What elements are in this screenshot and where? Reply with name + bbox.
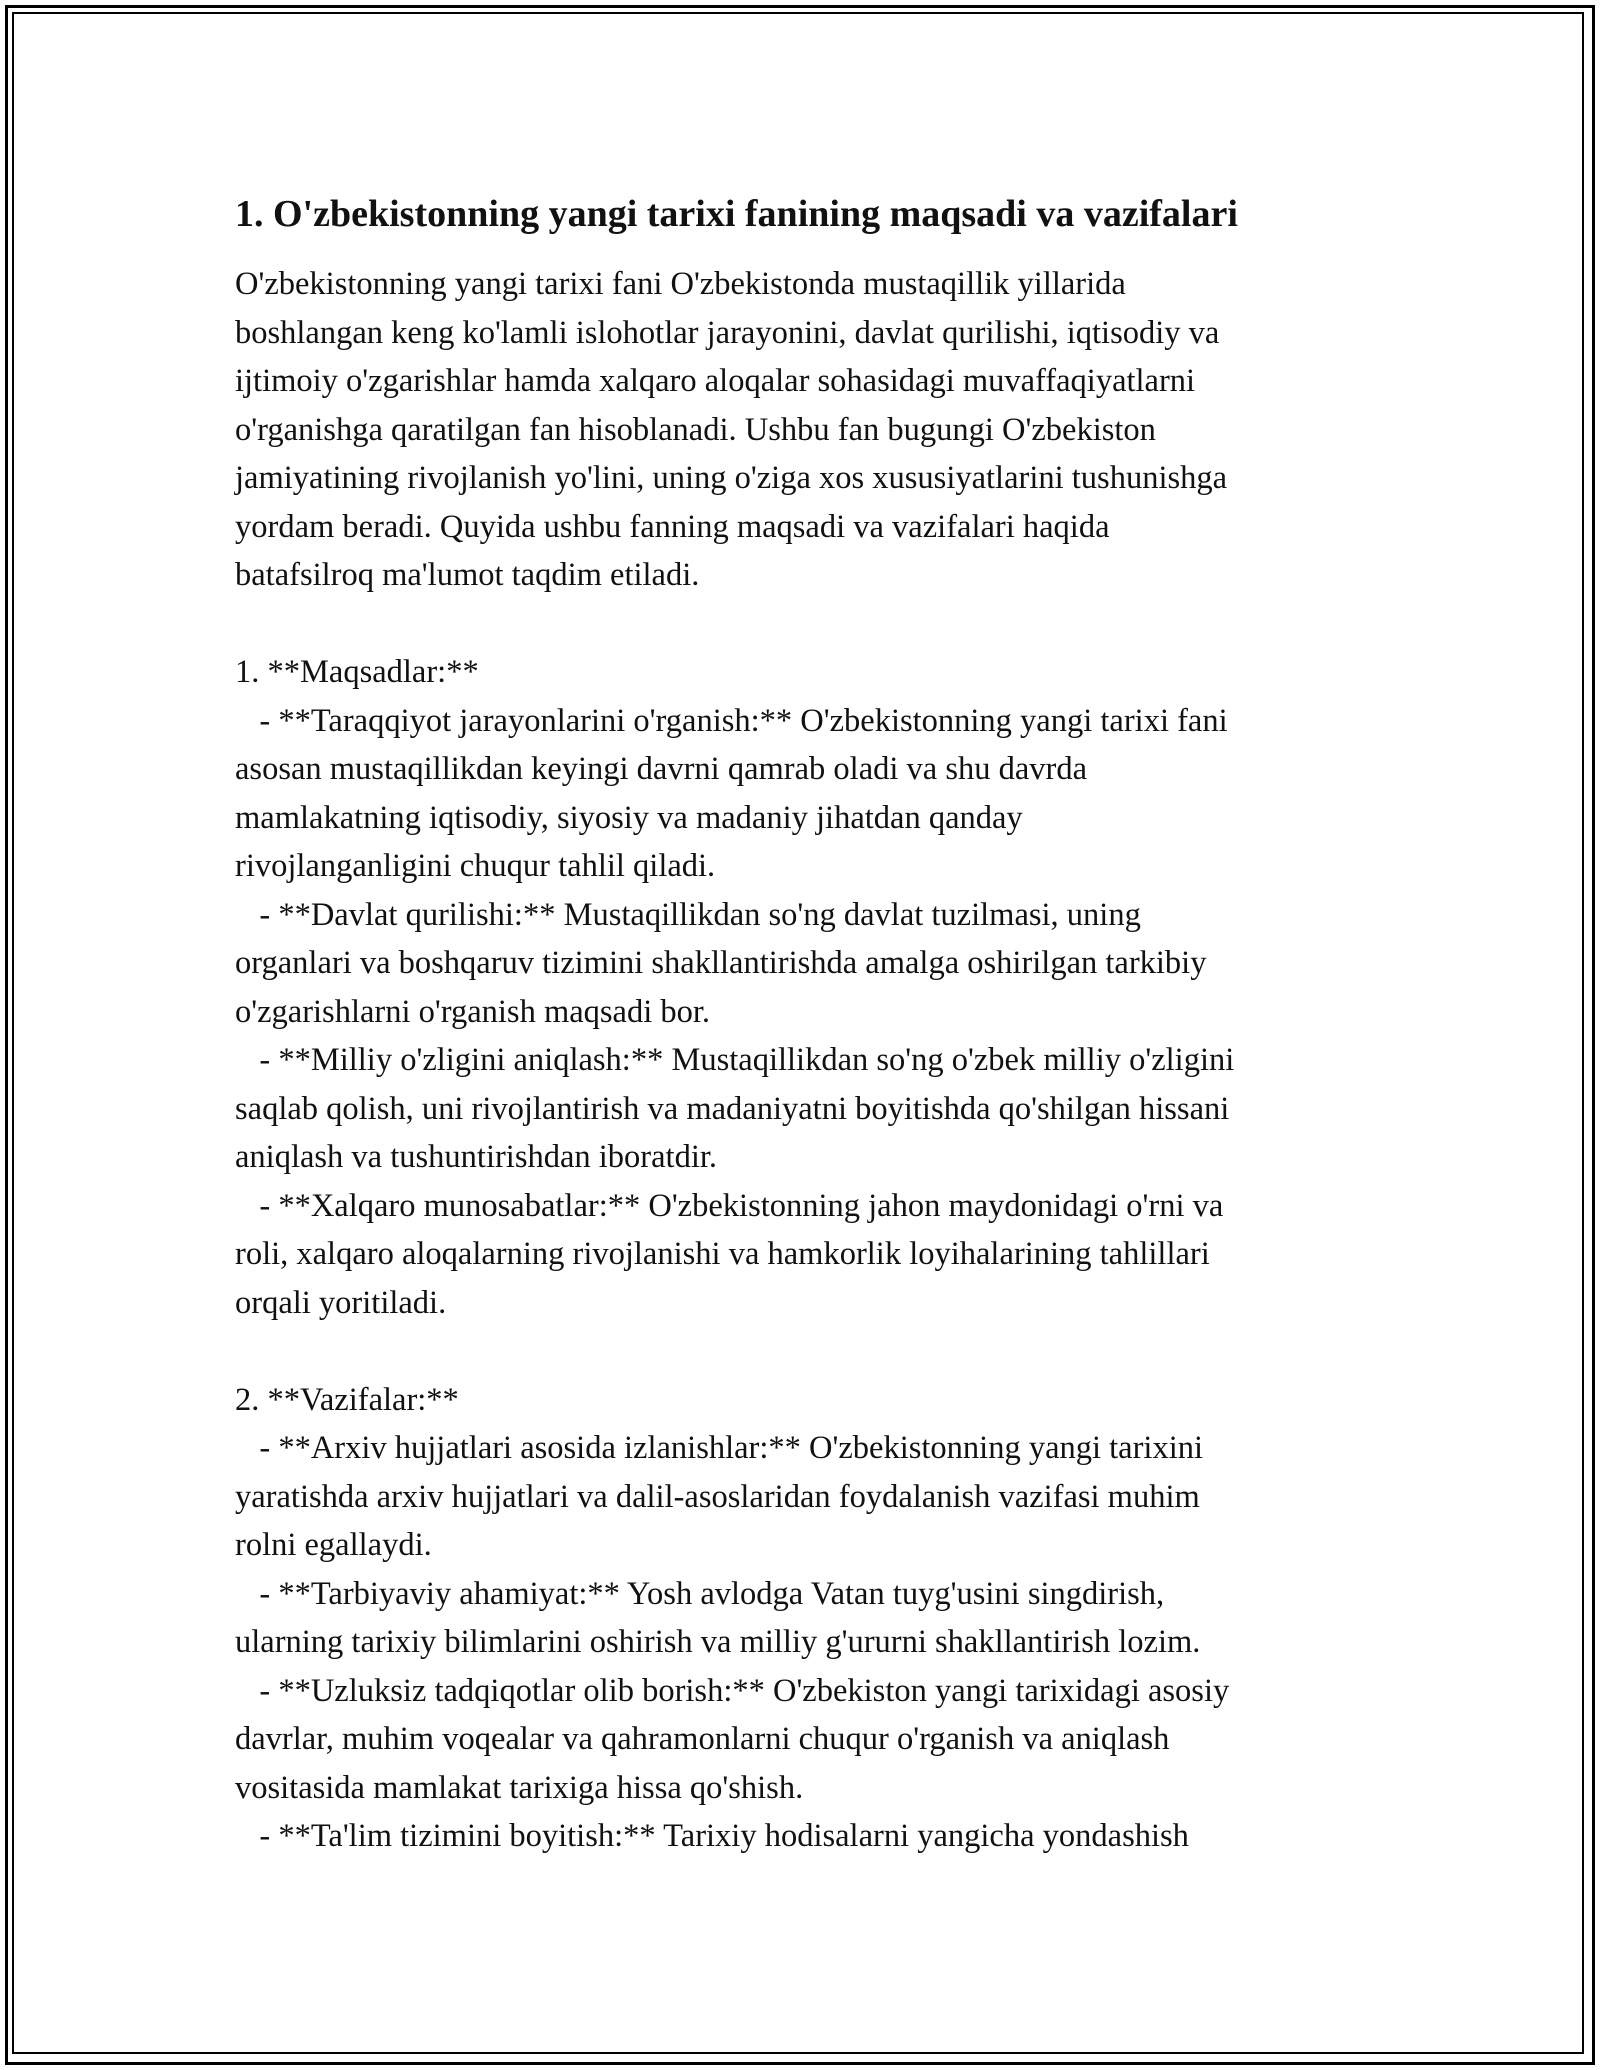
goals-line: rivojlanganligini chuqur tahlil qiladi.	[235, 848, 716, 884]
goals-line: asosan mustaqillikdan keyingi davrni qamrab oladi va shu davrda	[235, 751, 1088, 787]
goals-line: saqlab qolish, uni rivojlantirish va madaniyatni boyitishda qo'shilgan hissani	[235, 1090, 1230, 1127]
goals-line: aniqlash va tushuntirishdan iboratdir.	[235, 1139, 718, 1175]
intro-line: jamiyatining rivojlanish yo'lini, uning o'ziga xos xususiyatlarini tushunishga	[235, 460, 1228, 496]
intro-line: ijtimoiy o'zgarishlar hamda xalqaro aloqalar sohasidagi muvaffaqiyatlarni	[235, 363, 1196, 399]
tasks-line: yaratishda arxiv hujjatlari va dalil-asoslaridan foydalanish vazifasi muhim	[235, 1478, 1200, 1515]
goals-line: orqali yoritiladi.	[235, 1284, 447, 1321]
intro-paragraph	[235, 260, 1395, 600]
goals-heading: 1. **Maqsadlar:**	[235, 654, 479, 690]
intro-line: o'rganishga qaratilgan fan hisoblanadi. Ushbu fan bugungi O'zbekiston	[235, 411, 1156, 448]
tasks-line: - **Ta'lim tizimini boyitish:** Tarixiy hodisalarni yangicha yondashish	[235, 1818, 1189, 1854]
goals-section	[235, 648, 1395, 1327]
tasks-heading: 2. **Vazifalar:**	[235, 1381, 459, 1418]
document-body	[235, 184, 1395, 1861]
paragraph-spacer	[235, 600, 1395, 649]
goals-line: organlari va boshqaruv tizimini shakllantirishda amalga oshirilgan tarkibiy	[235, 945, 1207, 981]
tasks-line: ularning tarixiy bilimlarini oshirish va milliy g'ururni shakllantirish lozim.	[235, 1624, 1201, 1660]
tasks-section	[235, 1376, 1395, 1861]
goals-line: - **Milliy o'zligini aniqlash:** Mustaqillikdan so'ng o'zbek milliy o'zligini	[235, 1042, 1235, 1078]
tasks-line: - **Tarbiyaviy ahamiyat:** Yosh avlodga Vatan tuyg'usini singdirish,	[235, 1575, 1165, 1612]
intro-line: O'zbekistonning yangi tarixi fani O'zbekistonda mustaqillik yillarida	[235, 266, 1126, 302]
goals-line: o'zgarishlarni o'rganish maqsadi bor.	[235, 993, 711, 1030]
tasks-line: vositasida mamlakat tarixiga hissa qo'shish.	[235, 1769, 804, 1806]
goals-line: - **Davlat qurilishi:** Mustaqillikdan so'ng davlat tuzilmasi, uning	[235, 896, 1141, 933]
document-title: 1. O'zbekistonning yangi tarixi fanining maqsadi va vazifalari	[235, 193, 1238, 235]
intro-line: batafsilroq ma'lumot taqdim etiladi.	[235, 557, 700, 593]
goals-line: - **Xalqaro munosabatlar:** O'zbekistonning jahon maydonidagi o'rni va	[235, 1187, 1224, 1224]
tasks-line: - **Arxiv hujjatlari asosida izlanishlar:** O'zbekistonning yangi tarixini	[235, 1430, 1204, 1466]
tasks-line: rolni egallaydi.	[235, 1527, 432, 1563]
goals-line: - **Taraqqiyot jarayonlarini o'rganish:** O'zbekistonning yangi tarixi fani	[235, 702, 1228, 739]
tasks-line: davrlar, muhim voqealar va qahramonlarni chuqur o'rganish va aniqlash	[235, 1721, 1170, 1757]
paragraph-spacer	[235, 1327, 1395, 1376]
goals-line: mamlakatning iqtisodiy, siyosiy va madaniy jihatdan qanday	[235, 799, 1023, 836]
intro-line: yordam beradi. Quyida ushbu fanning maqsadi va vazifalari haqida	[235, 508, 1110, 545]
goals-line: roli, xalqaro aloqalarning rivojlanishi va hamkorlik loyihalarining tahlillari	[235, 1236, 1210, 1272]
tasks-line: - **Uzluksiz tadqiqotlar olib borish:** O'zbekiston yangi tarixidagi asosiy	[235, 1672, 1230, 1709]
intro-line: boshlangan keng ko'lamli islohotlar jarayonini, davlat qurilishi, iqtisodiy va	[235, 314, 1220, 351]
